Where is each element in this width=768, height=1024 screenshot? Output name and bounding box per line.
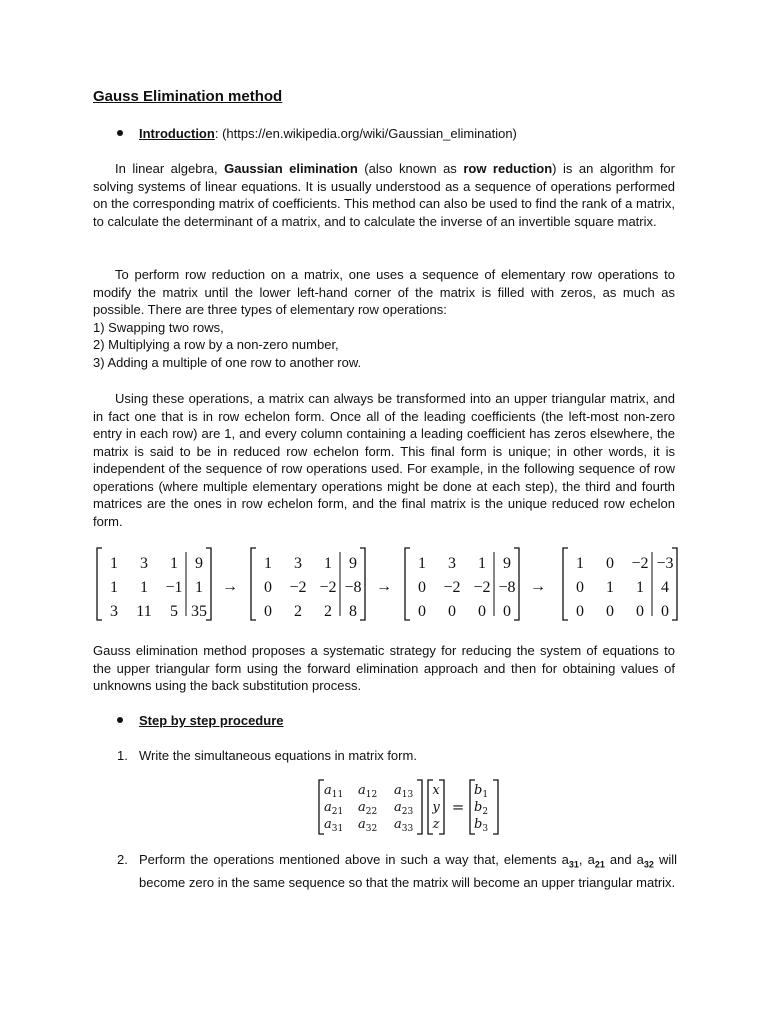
paragraph-row-operations bbox=[93, 266, 675, 371]
subscript-32: 32 bbox=[643, 859, 654, 870]
matrix-entry: −3 bbox=[656, 555, 674, 572]
matrix-entry: 0 bbox=[576, 579, 584, 596]
step-number: 2. bbox=[117, 852, 128, 867]
matrix-entry: 8 bbox=[349, 603, 357, 620]
paragraph-definition bbox=[93, 160, 675, 230]
step-text: Write the simultaneous equations in matrix form. bbox=[139, 748, 417, 763]
bullet-icon bbox=[117, 130, 123, 136]
matrix-entry: 11 bbox=[136, 603, 152, 620]
matrix-entry: 35 bbox=[191, 603, 207, 620]
matrix-entry: 1 bbox=[606, 579, 614, 596]
matrix-entry: −2 bbox=[473, 579, 491, 596]
matrix-entry: 5 bbox=[170, 603, 178, 620]
row-operations-list bbox=[93, 319, 675, 372]
row-operation-item: 2) Multiplying a row by a non-zero number, bbox=[93, 337, 339, 352]
matrix-sequence-figure bbox=[92, 545, 684, 623]
introduction-colon: : bbox=[214, 126, 219, 141]
matrix-entry: −1 bbox=[165, 579, 183, 596]
row-reduction-example bbox=[92, 545, 684, 623]
document-title: Gauss Elimination method bbox=[93, 88, 283, 105]
matrix-entry: 3 bbox=[110, 603, 118, 620]
matrix-entry: −2 bbox=[631, 555, 649, 572]
step-number: 1. bbox=[117, 748, 128, 763]
arrow-icon: → bbox=[376, 578, 392, 595]
step2-text-a: Perform the operations mentioned above in such a way that, elements a bbox=[139, 852, 569, 867]
matrix-entry: 1 bbox=[418, 555, 426, 572]
para1-bold-gaussian-elimination: Gaussian elimination bbox=[224, 161, 358, 176]
introduction-link[interactable]: (https://en.wikipedia.org/wiki/Gaussian_elimination) bbox=[222, 126, 517, 141]
matrix-entry: 2 bbox=[294, 603, 302, 620]
matrix-entry: 1 bbox=[110, 579, 118, 596]
matrix-entry: 0 bbox=[418, 603, 426, 620]
matrix-entry: 0 bbox=[264, 603, 272, 620]
matrix-entry: 2 bbox=[324, 603, 332, 620]
matrix-entry: 1 bbox=[110, 555, 118, 572]
coefficient-entry: $a_{22}$ bbox=[358, 800, 378, 817]
step2-sep-1: , a bbox=[578, 852, 595, 867]
matrix-entry: 1 bbox=[478, 555, 486, 572]
coefficient-entry: $a_{31}$ bbox=[324, 817, 344, 834]
rhs-right-bracket bbox=[493, 780, 498, 834]
matrix-entry: 0 bbox=[264, 579, 272, 596]
coefficient-entry: $a_{13}$ bbox=[394, 783, 414, 800]
procedure-heading: Step by step procedure bbox=[139, 713, 284, 728]
matrix-equation bbox=[316, 778, 502, 836]
matrix-entry: 0 bbox=[606, 555, 614, 572]
matrix-left-bracket bbox=[251, 548, 256, 620]
row-operation-item: 1) Swapping two rows, bbox=[93, 319, 224, 335]
para1-text-3: ) is an algorithm for solving systems of linear equations. It is usually understood as a sequence of operations performed on the corresponding matrix of coefficients. This method can also be used to find the rank of a matrix, to calculate the determinant of a matrix, and to calculate the inverse of an invertible square matrix. bbox=[93, 161, 675, 229]
matrix-entry: 0 bbox=[636, 603, 644, 620]
rhs-entry: $b_1$ bbox=[474, 783, 489, 800]
step-2 bbox=[117, 851, 677, 892]
matrix-entry: 1 bbox=[576, 555, 584, 572]
matrix-entry: 4 bbox=[661, 579, 669, 596]
matrix-entry: 3 bbox=[294, 555, 302, 572]
matrix-entry: 0 bbox=[478, 603, 486, 620]
matrix-entry: −2 bbox=[443, 579, 461, 596]
introduction-label: Introduction bbox=[139, 126, 215, 141]
matrix-entry: 1 bbox=[195, 579, 203, 596]
coefficient-entry: $a_{33}$ bbox=[394, 817, 414, 834]
row-operation-item: 3) Adding a multiple of one row to another row. bbox=[93, 354, 362, 370]
rhs-entry: $b_2$ bbox=[474, 800, 489, 817]
variable-entry: z bbox=[432, 817, 440, 832]
matrix-entry: 9 bbox=[195, 555, 203, 572]
matrix-entry: −2 bbox=[289, 579, 307, 596]
coefficient-entry: $a_{23}$ bbox=[394, 800, 414, 817]
subscript-31: 31 bbox=[568, 859, 579, 870]
para2-text: To perform row reduction on a matrix, one uses a sequence of elementary row operations to modify the matrix until the lower left-hand corner of the matrix is filled with zeros, as much as possible. There are three types of elementary row operations: bbox=[93, 267, 675, 317]
matrix-entry: −8 bbox=[344, 579, 362, 596]
matrix-entry: 9 bbox=[503, 555, 511, 572]
para1-bold-row-reduction: row reduction bbox=[463, 161, 553, 176]
paragraph-echelon-form: Using these operations, a matrix can always be transformed into an upper triangular matrix, and in fact one that is in row echelon form. Once all of the leading coefficients (the left-most non-zero entry in each row) are 1, and every column containing a leading coefficient has zeros elsewhere, the matrix is said to be in reduced row echelon form. This final form is unique; in other words, it is independent of the sequence of row operations used. For example, in the following sequence of row operations (where multiple elementary operations might be done at each step), the third and fourth matrices are the ones in row echelon form, and the final matrix is the unique reduced row echelon form. bbox=[93, 391, 675, 529]
matrix-left-bracket bbox=[563, 548, 568, 620]
matrix-entry: 0 bbox=[606, 603, 614, 620]
matrix-equation-figure bbox=[316, 778, 502, 836]
step2-sep-2: and a bbox=[604, 852, 644, 867]
matrix-entry: 1 bbox=[636, 579, 644, 596]
matrix-entry: 3 bbox=[140, 555, 148, 572]
coefficient-right-bracket bbox=[417, 780, 422, 834]
step-text bbox=[139, 851, 677, 892]
matrix-entry: 0 bbox=[576, 603, 584, 620]
rhs-entry: $b_3$ bbox=[474, 817, 489, 834]
matrix-entry: −2 bbox=[319, 579, 337, 596]
coefficient-entry: $a_{11}$ bbox=[324, 783, 344, 800]
procedure-bullet bbox=[117, 713, 283, 728]
arrow-icon: → bbox=[222, 578, 238, 595]
arrow-icon: → bbox=[530, 578, 546, 595]
matrix-entry: 1 bbox=[324, 555, 332, 572]
step2-text-b: will become zero in the same sequence so that the matrix will become an upper triangular matrix. bbox=[139, 852, 677, 890]
coefficient-entry: $a_{12}$ bbox=[358, 783, 378, 800]
matrix-entry: 0 bbox=[503, 603, 511, 620]
bullet-icon bbox=[117, 717, 123, 723]
subscript-21: 21 bbox=[594, 859, 605, 870]
matrix-entry: 3 bbox=[448, 555, 456, 572]
matrix-entry: 1 bbox=[140, 579, 148, 596]
matrix-entry: 1 bbox=[170, 555, 178, 572]
variable-entry: y bbox=[432, 800, 440, 815]
matrix-entry: 0 bbox=[448, 603, 456, 620]
matrix-entry: 0 bbox=[418, 579, 426, 596]
paragraph-gauss-method: Gauss elimination method proposes a systematic strategy for reducing the system of equations to the upper triangular form using the forward elimination approach and then for obtaining values of unknowns using the back substitution process. bbox=[93, 643, 675, 693]
variables-right-bracket bbox=[439, 780, 444, 834]
matrix-entry: 0 bbox=[661, 603, 669, 620]
matrix-left-bracket bbox=[97, 548, 102, 620]
matrix-entry: −8 bbox=[498, 579, 516, 596]
step-1 bbox=[117, 747, 677, 765]
para1-text-2: (also known as bbox=[357, 161, 464, 176]
equals-sign: = bbox=[451, 798, 465, 816]
introduction-bullet bbox=[117, 126, 517, 141]
variable-entry: x bbox=[432, 783, 440, 798]
para1-text-1: In linear algebra, bbox=[115, 161, 225, 176]
coefficient-entry: $a_{21}$ bbox=[324, 800, 344, 817]
matrix-entry: 1 bbox=[264, 555, 272, 572]
matrix-entry: 9 bbox=[349, 555, 357, 572]
matrix-left-bracket bbox=[405, 548, 410, 620]
coefficient-entry: $a_{32}$ bbox=[358, 817, 378, 834]
